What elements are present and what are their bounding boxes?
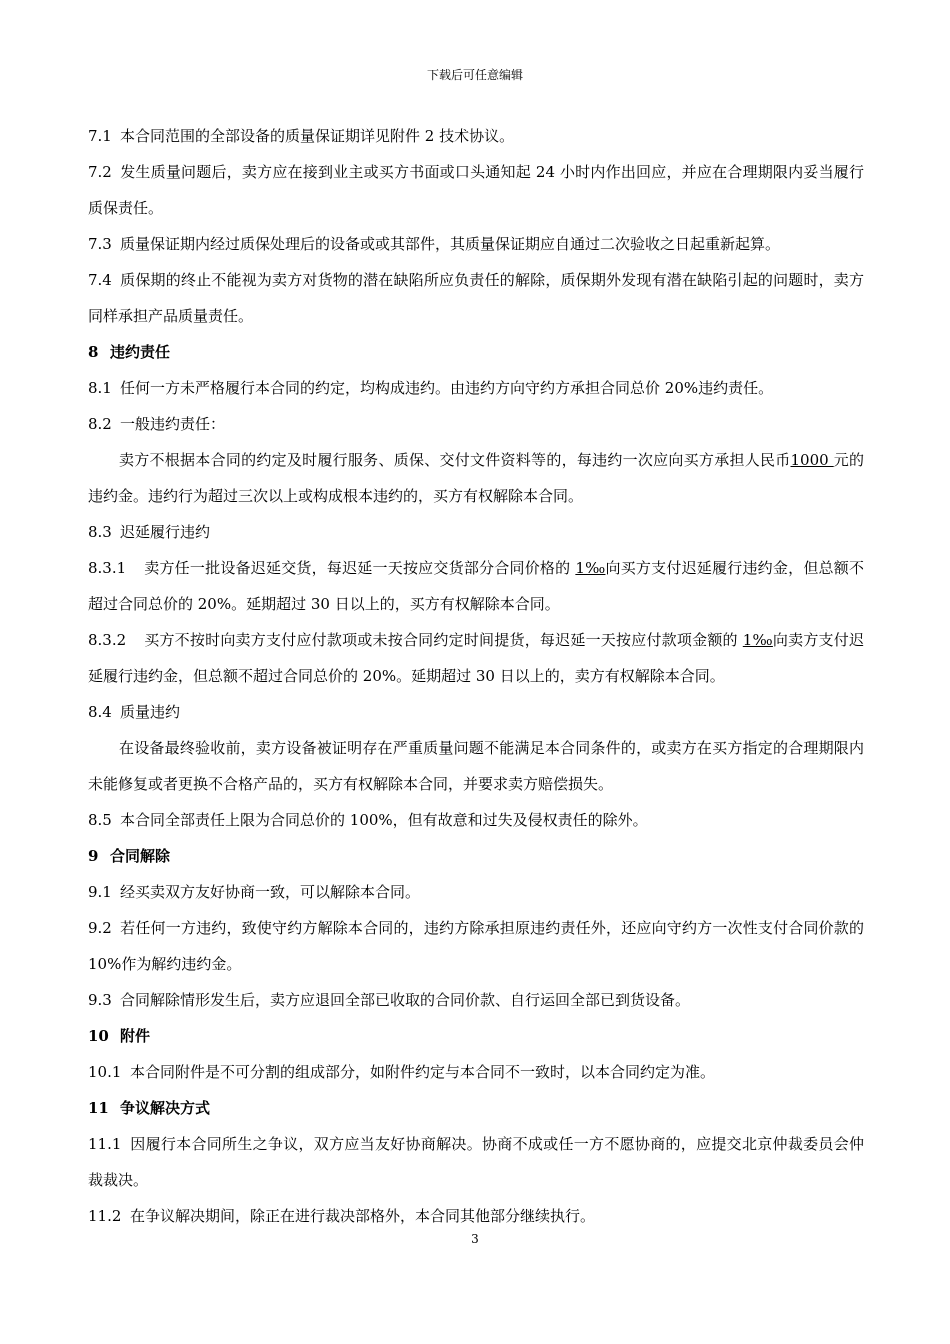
clause-number: 7.4 bbox=[88, 271, 112, 289]
clause-9-1 bbox=[88, 874, 864, 910]
clause-number: 8.4 bbox=[88, 703, 112, 721]
section-heading-10 bbox=[88, 1018, 864, 1054]
clause-8-4-body: 在设备最终验收前，卖方设备被证明存在严重质量问题不能满足本合同条件的，或卖方在买方指定的合理期限内未能修复或者更换不合格产品的，买方有权解除本合同，并要求卖方赔偿损失。 bbox=[88, 739, 864, 793]
clause-number: 9.2 bbox=[88, 919, 112, 937]
page-header: 下载后可任意编辑 bbox=[426, 68, 523, 82]
clause-text: 一般违约责任： bbox=[120, 415, 226, 433]
clause-7-4 bbox=[88, 262, 864, 334]
clause-text: 在争议解决期间，除正在进行裁决部格外，本合同其他部分继续执行。 bbox=[130, 1207, 596, 1225]
clause-8-2 bbox=[88, 406, 864, 442]
document-body bbox=[88, 118, 864, 1234]
clause-text: 向卖方支付迟延履行违约金，但总额不超过合同总价的 20%。延期超过 30 日以上的，卖方有权解除本合同。 bbox=[88, 631, 864, 685]
clause-text: 若任何一方违约，致使守约方解除本合同的，违约方除承担原违约责任外，还应向守约方一次性支付合同价款的 10%作为解约违约金。 bbox=[88, 919, 864, 973]
clause-text: 卖方任一批设备迟延交货，每迟延一天按应交货部分合同价格的 bbox=[144, 559, 576, 577]
clause-text: 质保期的终止不能视为卖方对货物的潜在缺陷所应负责任的解除，质保期外发现有潜在缺陷引起的问题时，卖方同样承担产品质量责任。 bbox=[88, 271, 864, 325]
clause-number: 8.3 bbox=[88, 523, 112, 541]
section-title: 附件 bbox=[120, 1027, 151, 1045]
clause-number: 11.1 bbox=[88, 1135, 122, 1153]
penalty-amount: 1000 bbox=[790, 451, 834, 469]
clause-text: 迟延履行违约 bbox=[120, 523, 211, 541]
clause-text: 卖方不根据本合同的约定及时履行服务、质保、交付文件资料等的，每违约一次应向买方承担人民币 bbox=[119, 451, 791, 469]
clause-7-1 bbox=[88, 118, 864, 154]
clause-number: 8.2 bbox=[88, 415, 112, 433]
clause-text: 因履行本合同所生之争议，双方应当友好协商解决。协商不成或任一方不愿协商的，应提交北京仲裁委员会仲裁裁决。 bbox=[88, 1135, 864, 1189]
clause-text: 元的违约金。违约行为超过三次以上或构成根本违约的，买方有权解除本合同。 bbox=[88, 451, 864, 505]
clause-11-1 bbox=[88, 1126, 864, 1198]
clause-11-2 bbox=[88, 1198, 864, 1234]
clause-number: 9.3 bbox=[88, 991, 112, 1009]
clause-number: 7.1 bbox=[88, 127, 112, 145]
section-number: 9 bbox=[88, 847, 99, 865]
clause-7-2 bbox=[88, 154, 864, 226]
clause-number: 10.1 bbox=[88, 1063, 122, 1081]
clause-7-3 bbox=[88, 226, 864, 262]
clause-text: 任何一方未严格履行本合同的约定，均构成违约。由违约方向守约方承担合同总价 20%违约责任。 bbox=[120, 379, 774, 397]
clause-number: 8.3.2 bbox=[88, 631, 127, 649]
clause-text: 本合同范围的全部设备的质量保证期详见附件 2 技术协议。 bbox=[120, 127, 515, 145]
section-heading-8 bbox=[88, 334, 864, 370]
clause-text: 合同解除情形发生后，卖方应退回全部已收取的合同价款、自行运回全部已到货设备。 bbox=[120, 991, 691, 1009]
clause-number: 8.3.1 bbox=[88, 559, 127, 577]
clause-9-2 bbox=[88, 910, 864, 982]
section-number: 8 bbox=[88, 343, 99, 361]
clause-number: 7.2 bbox=[88, 163, 112, 181]
section-title: 违约责任 bbox=[110, 343, 171, 361]
clause-text: 质量违约 bbox=[120, 703, 181, 721]
clause-text: 买方不按时向卖方支付应付款项或未按合同约定时间提货，每迟延一天按应付款项金额的 bbox=[144, 631, 743, 649]
penalty-rate: 1‰ bbox=[575, 559, 606, 577]
clause-number: 8.5 bbox=[88, 811, 112, 829]
clause-10-1 bbox=[88, 1054, 864, 1090]
clause-number: 11.2 bbox=[88, 1207, 122, 1225]
clause-number: 9.1 bbox=[88, 883, 112, 901]
clause-8-3-2 bbox=[88, 622, 864, 694]
section-title: 合同解除 bbox=[110, 847, 171, 865]
clause-9-3 bbox=[88, 982, 864, 1018]
section-number: 11 bbox=[88, 1099, 109, 1117]
clause-number: 7.3 bbox=[88, 235, 112, 253]
clause-8-4 bbox=[88, 694, 864, 730]
section-title: 争议解决方式 bbox=[120, 1099, 211, 1117]
page-number: 3 bbox=[471, 1232, 479, 1246]
clause-text: 经买卖双方友好协商一致，可以解除本合同。 bbox=[120, 883, 421, 901]
clause-8-1 bbox=[88, 370, 864, 406]
clause-8-3 bbox=[88, 514, 864, 550]
section-heading-11 bbox=[88, 1090, 864, 1126]
penalty-rate: 1‰ bbox=[742, 631, 773, 649]
section-number: 10 bbox=[88, 1027, 109, 1045]
clause-8-2-body bbox=[88, 442, 864, 514]
clause-text: 本合同全部责任上限为合同总价的 100%，但有故意和过失及侵权责任的除外。 bbox=[120, 811, 648, 829]
clause-text: 质量保证期内经过质保处理后的设备或或其部件，其质量保证期应自通过二次验收之日起重新起算。 bbox=[120, 235, 781, 253]
clause-text: 向买方支付迟延履行违约金，但总额不超过合同总价的 20%。延期超过 30 日以上的，买方有权解除本合同。 bbox=[88, 559, 864, 613]
clause-8-3-1 bbox=[88, 550, 864, 622]
section-heading-9 bbox=[88, 838, 864, 874]
clause-text: 本合同附件是不可分割的组成部分，如附件约定与本合同不一致时，以本合同约定为准。 bbox=[130, 1063, 716, 1081]
clause-number: 8.1 bbox=[88, 379, 112, 397]
clause-text: 发生质量问题后，卖方应在接到业主或买方书面或口头通知起 24 小时内作出回应，并应在合理期限内妥当履行质保责任。 bbox=[88, 163, 864, 217]
clause-8-5 bbox=[88, 802, 864, 838]
